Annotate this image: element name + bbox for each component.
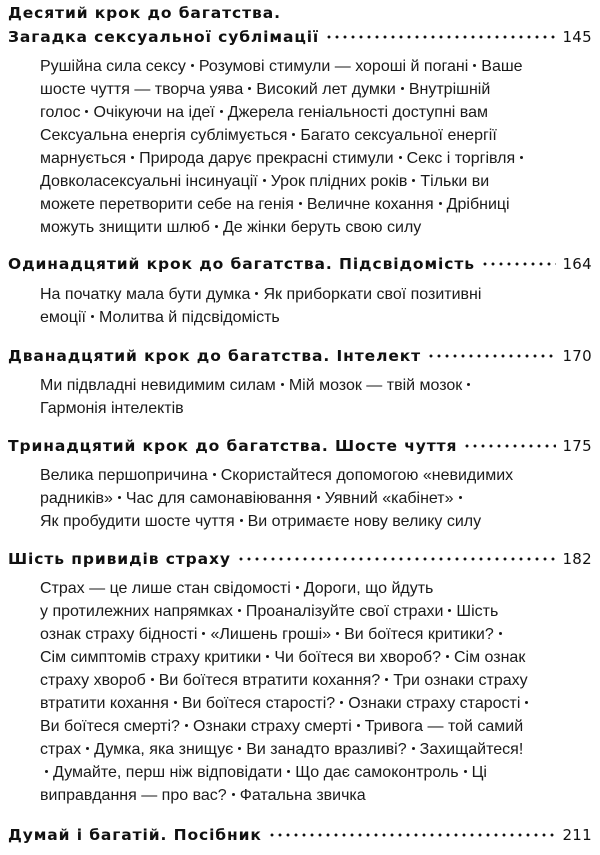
subtopic-item: Величне кохання — [306, 196, 434, 213]
subtopic-item: марнується — [40, 150, 127, 167]
separator-dot — [202, 632, 205, 635]
subtopic-item: Ви отримаєте нову велику силу — [247, 513, 482, 530]
section-title: Дванадцятий крок до багатства. Інтелект — [8, 347, 422, 365]
subtopic-item: Ви занадто вразливі? — [246, 741, 407, 758]
separator-dot — [292, 133, 295, 136]
section-heading-line — [8, 4, 592, 22]
toc-entry-heading[interactable] — [8, 28, 592, 46]
separator-dot — [287, 770, 290, 773]
subtopic-item: Урок плідних років — [270, 173, 408, 190]
subtopic-item: Страх — це лише стан свідомості — [40, 580, 291, 597]
subtopic-line — [40, 55, 588, 78]
subtopic-line — [40, 715, 588, 738]
page-number: 145 — [562, 28, 592, 46]
subtopic-item: Ви боїтеся старості? — [181, 695, 336, 712]
subtopic-item: Багато сексуальної енергії — [300, 127, 497, 144]
separator-dot — [499, 632, 502, 635]
subtopic-item: Джерела геніальності доступні вам — [227, 104, 488, 121]
subtopic-item: Сексуальна енергія сублімується — [40, 127, 288, 144]
subtopics-block — [40, 55, 588, 239]
subtopic-line — [40, 374, 588, 397]
subtopics-block — [40, 577, 588, 807]
subtopic-item: Захищайтеся! — [419, 741, 524, 758]
dot-leader — [268, 833, 557, 837]
subtopic-item: можуть знищити шлюб — [40, 219, 210, 236]
page-number: 211 — [562, 826, 592, 844]
subtopic-item: страху хвороб — [40, 672, 146, 689]
subtopics-block — [40, 464, 588, 533]
subtopic-line — [40, 738, 588, 761]
subtopic-item: шосте чуття — творча уява — [40, 81, 244, 98]
subtopic-item: ознак страху бідності — [40, 626, 198, 643]
subtopic-item: Думайте, перш ніж відповідати — [53, 764, 283, 781]
subtopic-item: «Лишень гроші» — [210, 626, 332, 643]
subtopic-line — [40, 487, 588, 510]
separator-dot — [240, 519, 243, 522]
subtopic-line — [40, 623, 588, 646]
subtopic-line — [40, 193, 588, 216]
dot-leader — [237, 557, 557, 561]
subtopic-item: у протилежних напрямках — [40, 603, 233, 620]
subtopic-item: Довколасексуальні інсинуації — [40, 173, 258, 190]
subtopic-item: Очікуючи на ідеї — [93, 104, 215, 121]
separator-dot — [401, 87, 404, 90]
subtopic-item: Фатальна звичка — [239, 787, 366, 804]
subtopic-item: Молитва й підсвідомість — [98, 309, 280, 326]
page-number: 182 — [562, 550, 592, 568]
separator-dot — [357, 724, 360, 727]
subtopic-item: Чи боїтеся ви хвороб? — [274, 649, 441, 666]
separator-dot — [238, 747, 241, 750]
subtopic-line — [40, 646, 588, 669]
separator-dot — [255, 292, 258, 295]
separator-dot — [131, 156, 134, 159]
separator-dot — [174, 701, 177, 704]
separator-dot — [464, 770, 467, 773]
subtopic-line — [40, 101, 588, 124]
section-title: Тринадцятий крок до багатства. Шосте чуття — [8, 437, 458, 455]
subtopic-item: Думка, яка знищує — [94, 741, 234, 758]
toc-entry-heading[interactable] — [8, 347, 592, 365]
subtopic-line — [40, 306, 588, 329]
subtopic-item: Ми підвладні невидимим силам — [40, 377, 276, 394]
separator-dot — [281, 383, 284, 386]
subtopics-block — [40, 283, 588, 329]
toc-entry-heading[interactable] — [8, 437, 592, 455]
subtopic-item: Ці — [471, 764, 487, 781]
page-number: 175 — [562, 437, 592, 455]
subtopic-line — [40, 600, 588, 623]
separator-dot — [412, 747, 415, 750]
subtopic-item: Тільки ви — [420, 173, 490, 190]
section-title: Одинадцятий крок до багатства. Підсвідомість — [8, 255, 475, 273]
subtopic-item: Секс і торгівля — [406, 150, 516, 167]
subtopic-line — [40, 78, 588, 101]
separator-dot — [385, 678, 388, 681]
separator-dot — [220, 110, 223, 113]
subtopic-item: Ви боїтеся смерті? — [40, 718, 180, 735]
subtopic-item: Високий лет думки — [256, 81, 396, 98]
subtopic-line — [40, 170, 588, 193]
subtopic-item: Час для самонавіювання — [125, 490, 312, 507]
subtopic-item: Ознаки страху старості — [348, 695, 521, 712]
separator-dot — [232, 793, 235, 796]
subtopic-item: Де жінки беруть свою силу — [222, 219, 422, 236]
dot-leader — [463, 444, 556, 448]
dot-leader — [427, 354, 556, 358]
dot-leader — [481, 262, 557, 266]
separator-dot — [340, 701, 343, 704]
toc-entry-heading[interactable] — [8, 550, 592, 568]
separator-dot — [185, 724, 188, 727]
subtopic-item: Скористайтеся допомогою «невидимих — [220, 467, 514, 484]
separator-dot — [248, 87, 251, 90]
subtopic-item: Сім симптомів страху критики — [40, 649, 262, 666]
subtopic-item: Уявний «кабінет» — [324, 490, 454, 507]
subtopic-item: радників» — [40, 490, 113, 507]
subtopic-item: На початку мала бути думка — [40, 286, 251, 303]
separator-dot — [439, 202, 442, 205]
separator-dot — [91, 315, 94, 318]
subtopic-item: Дороги, що йдуть — [303, 580, 434, 597]
subtopic-line — [40, 147, 588, 170]
separator-dot — [118, 496, 121, 499]
section-title: Загадка сексуальної сублімації — [8, 28, 320, 46]
separator-dot — [473, 64, 476, 67]
subtopic-line — [40, 784, 588, 807]
subtopic-line — [40, 464, 588, 487]
subtopic-line — [40, 216, 588, 239]
subtopic-item: Як пробудити шосте чуття — [40, 513, 235, 530]
separator-dot — [446, 655, 449, 658]
separator-dot — [412, 179, 415, 182]
separator-dot — [317, 496, 320, 499]
subtopic-item: Проаналізуйте свої страхи — [245, 603, 444, 620]
subtopic-item: страх — [40, 741, 82, 758]
subtopic-item: можете перетворити себе на генія — [40, 196, 294, 213]
subtopic-item: емоції — [40, 309, 86, 326]
subtopic-line — [40, 761, 588, 784]
separator-dot — [520, 156, 523, 159]
subtopic-line — [40, 397, 588, 420]
subtopic-item: Гармонія інтелектів — [40, 400, 184, 417]
subtopic-item: Ви боїтеся критики? — [344, 626, 494, 643]
separator-dot — [238, 609, 241, 612]
section-title-line: Десятий крок до багатства. — [8, 4, 281, 22]
separator-dot — [45, 770, 48, 773]
subtopic-line — [40, 669, 588, 692]
separator-dot — [399, 156, 402, 159]
separator-dot — [215, 225, 218, 228]
section-title: Шість привидів страху — [8, 550, 231, 568]
subtopic-item: Тривога — той самий — [364, 718, 524, 735]
separator-dot — [263, 179, 266, 182]
dot-leader — [325, 35, 556, 39]
subtopic-item: голос — [40, 104, 81, 121]
subtopic-item: Ваше — [481, 58, 523, 75]
section-title: Думай і багатій. Посібник — [8, 826, 262, 844]
subtopic-item: втратити кохання — [40, 695, 169, 712]
separator-dot — [296, 586, 299, 589]
page-number: 170 — [562, 347, 592, 365]
subtopic-item: Сім ознак — [453, 649, 526, 666]
subtopic-item: Ви боїтеся втратити кохання? — [158, 672, 381, 689]
separator-dot — [191, 64, 194, 67]
subtopic-line — [40, 510, 588, 533]
subtopic-item: Рушійна сила сексу — [40, 58, 186, 75]
separator-dot — [213, 473, 216, 476]
subtopic-line — [40, 283, 588, 306]
subtopic-item: Розумові стимули — хороші й погані — [198, 58, 469, 75]
subtopic-item: Ознаки страху смерті — [192, 718, 352, 735]
separator-dot — [299, 202, 302, 205]
subtopic-item: Мій мозок — твій мозок — [288, 377, 463, 394]
subtopic-item: виправдання — про вас? — [40, 787, 227, 804]
subtopic-item: Велика першопричина — [40, 467, 208, 484]
separator-dot — [266, 655, 269, 658]
subtopic-line — [40, 692, 588, 715]
subtopic-item: Шість — [456, 603, 499, 620]
subtopic-line — [40, 124, 588, 147]
subtopic-item: Як приборкати свої позитивні — [263, 286, 482, 303]
subtopic-item: Що дає самоконтроль — [295, 764, 459, 781]
separator-dot — [336, 632, 339, 635]
separator-dot — [459, 496, 462, 499]
separator-dot — [85, 110, 88, 113]
separator-dot — [525, 701, 528, 704]
toc-entry-heading[interactable] — [8, 255, 592, 273]
separator-dot — [448, 609, 451, 612]
separator-dot — [467, 383, 470, 386]
subtopic-line — [40, 577, 588, 600]
subtopics-block — [40, 374, 588, 420]
separator-dot — [151, 678, 154, 681]
subtopic-item: Три ознаки страху — [393, 672, 528, 689]
page-number: 164 — [562, 255, 592, 273]
separator-dot — [86, 747, 89, 750]
subtopic-item: Внутрішній — [408, 81, 491, 98]
subtopic-item: Дрібниці — [446, 196, 510, 213]
toc-entry-heading[interactable] — [8, 826, 592, 844]
subtopic-item: Природа дарує прекрасні стимули — [139, 150, 394, 167]
